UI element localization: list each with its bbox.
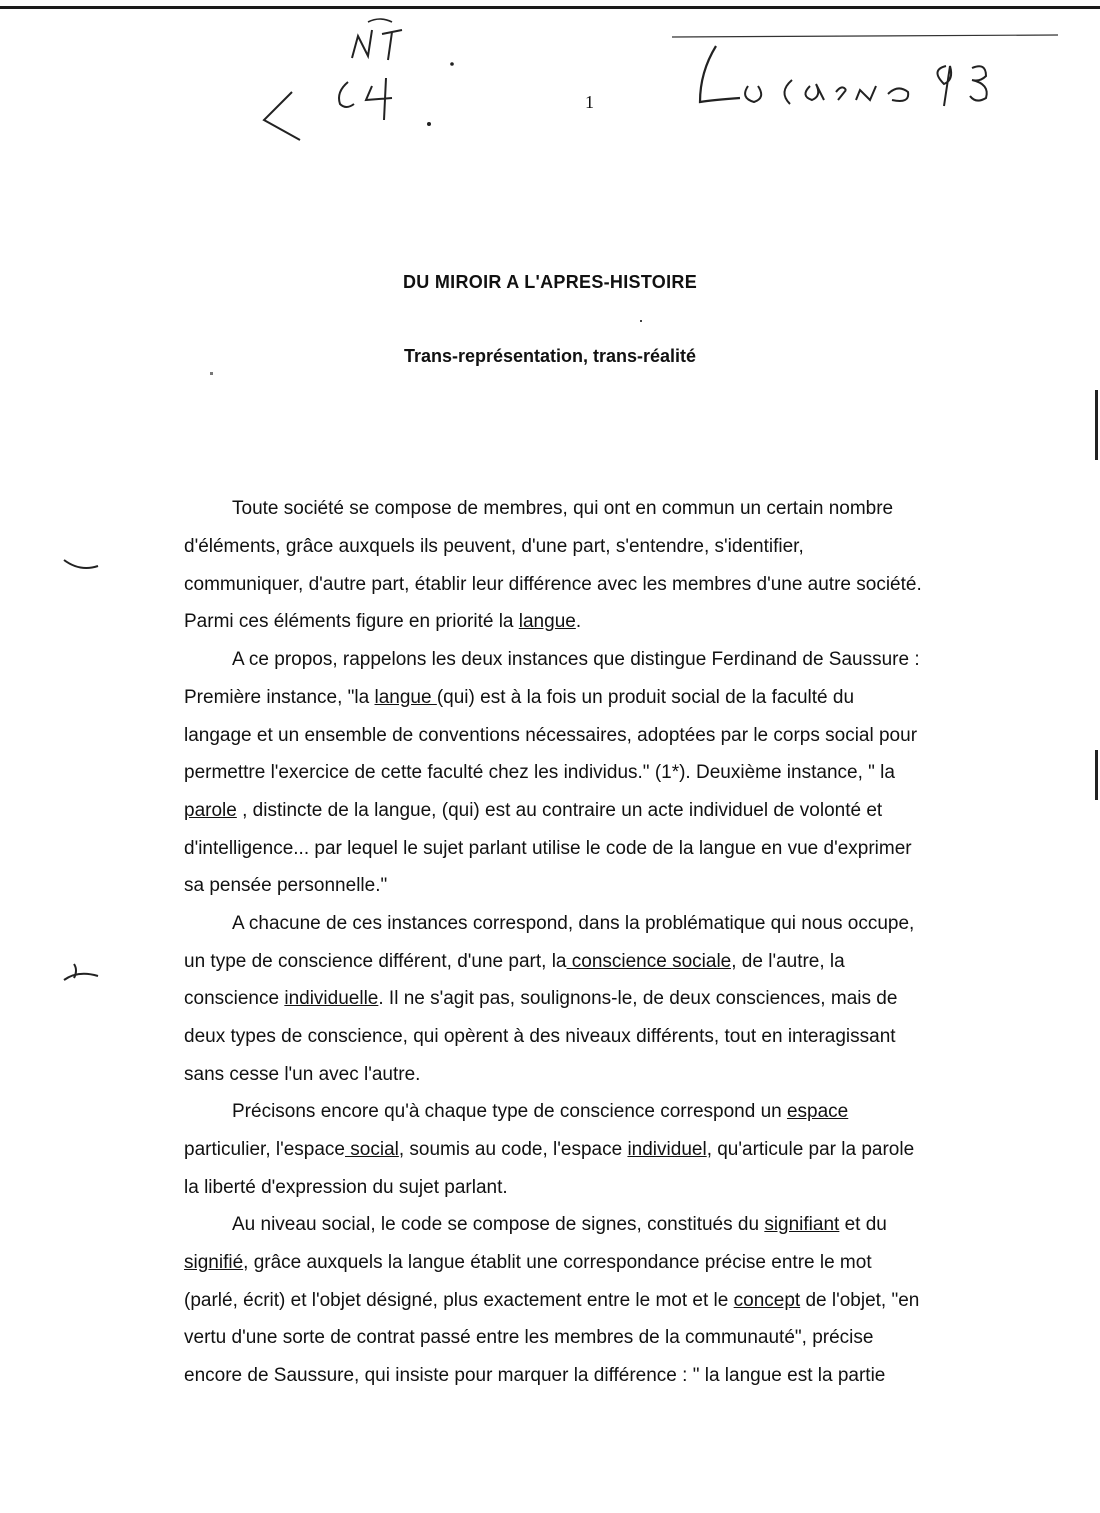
body-line: vertu d'une sorte de contrat passé entre les membres de la communauté", précise	[184, 1327, 874, 1348]
body-line: conscience individuelle. Il ne s'agit pas, soulignons-le, de deux consciences, mais de	[184, 988, 898, 1009]
body-line: Au niveau social, le code se compose de signes, constitués du signifiant et du	[232, 1214, 887, 1235]
body-line: un type de conscience différent, d'une part, la conscience sociale, de l'autre, la	[184, 951, 845, 972]
body-line: sans cesse l'un avec l'autre.	[184, 1064, 421, 1085]
stray-dot-mark	[640, 320, 642, 322]
body-line: A ce propos, rappelons les deux instances que distingue Ferdinand de Saussure :	[232, 649, 920, 670]
body-line: sa pensée personnelle."	[184, 875, 388, 896]
body-line: d'intelligence... par lequel le sujet parlant utilise le code de la langue en vue d'exprimer	[184, 838, 912, 859]
body-line: permettre l'exercice de cette faculté chez les individus." (1*). Deuxième instance, " la	[184, 762, 895, 783]
body-line: Toute société se compose de membres, qui ont en commun un certain nombre	[232, 498, 894, 519]
body-line: d'éléments, grâce auxquels ils peuvent, d'une part, s'entendre, s'identifier,	[184, 536, 804, 557]
body-line: langage et un ensemble de conventions nécessaires, adoptées par le corps social pour	[184, 725, 918, 746]
underlined-term: espace	[786, 1101, 849, 1122]
body-line: A chacune de ces instances correspond, dans la problématique qui nous occupe,	[232, 913, 915, 934]
underlined-term: concept	[733, 1290, 801, 1311]
underlined-term: individuel	[627, 1139, 707, 1160]
body-line: parole , distincte de la langue, (qui) est au contraire un acte individuel de volonté et	[184, 800, 883, 821]
body-line: Première instance, "la langue (qui) est à la fois un produit social de la faculté du	[184, 687, 855, 708]
underlined-term: signifié	[184, 1252, 244, 1273]
scan-edge-bar	[1095, 390, 1098, 460]
underlined-term: langue	[374, 687, 437, 708]
underlined-term: individuelle	[284, 988, 379, 1009]
body-line: Parmi ces éléments figure en priorité la langue.	[184, 611, 582, 632]
body-line: deux types de conscience, qui opèrent à des niveaux différents, tout en interagissant	[184, 1026, 896, 1047]
margin-check-mark	[62, 556, 102, 572]
underlined-term: signifiant	[764, 1214, 840, 1235]
scan-edge-bar	[1095, 750, 1098, 800]
body-line: la liberté d'expression du sujet parlant.	[184, 1177, 508, 1198]
body-line: signifié, grâce auxquels la langue établit une correspondance précise entre le mot	[184, 1252, 872, 1273]
handwritten-annotations	[0, 0, 1100, 160]
page-number: 1	[585, 92, 594, 112]
underlined-term: langue	[518, 611, 576, 632]
stray-dot-mark	[210, 372, 213, 375]
body-line: communiquer, d'autre part, établir leur différence avec les membres d'une autre société.	[184, 574, 922, 595]
margin-check-mark	[58, 962, 102, 984]
body-line: Précisons encore qu'à chaque type de conscience correspond un espace	[232, 1101, 849, 1122]
document-title: DU MIROIR A L'APRES-HISTOIRE	[402, 272, 698, 292]
body-line: particulier, l'espace social, soumis au code, l'espace individuel, qu'articule par la parole	[184, 1139, 915, 1160]
underlined-term: social	[345, 1139, 399, 1160]
document-subtitle: Trans-représentation, trans-réalité	[403, 346, 697, 366]
body-line: (parlé, écrit) et l'objet désigné, plus exactement entre le mot et le concept de l'objet, "en	[184, 1290, 920, 1311]
body-line: encore de Saussure, qui insiste pour marquer la différence : " la langue est la partie	[184, 1365, 886, 1386]
underlined-term: parole	[184, 800, 237, 821]
underlined-term: conscience sociale,	[566, 951, 737, 972]
